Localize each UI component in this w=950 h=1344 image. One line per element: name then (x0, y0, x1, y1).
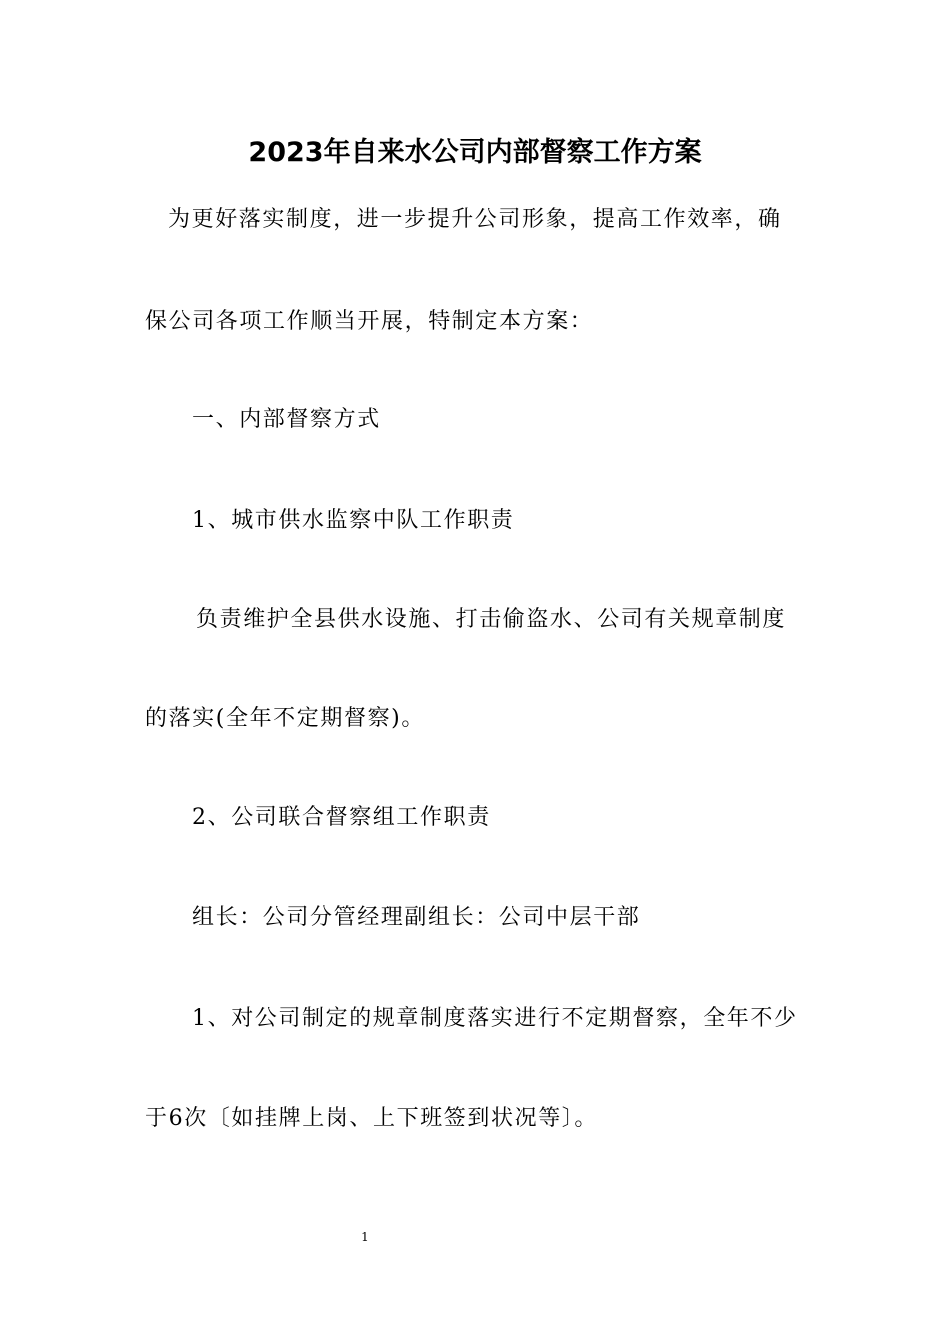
paragraph-line: 为更好落实制度，进一步提升公司形象，提高工作效率，确 (168, 207, 782, 232)
paragraph-line: 的落实(全年不定期督察)。 (145, 706, 425, 731)
document-title: 2023年自来水公司内部督察工作方案 (248, 137, 702, 168)
paragraph-line: 负责维护全县供水设施、打击偷盗水、公司有关规章制度 (196, 607, 787, 632)
paragraph-line: 组长：公司分管经理副组长：公司中层干部 (192, 905, 641, 930)
list-item: 于6次〔如挂牌上岗、上下班签到状况等〕。 (145, 1106, 598, 1131)
list-item: 1、对公司制定的规章制度落实进行不定期督察，全年不少 (192, 1006, 798, 1031)
section-heading: 一、内部督察方式 (192, 407, 381, 432)
subsection-heading: 1、城市供水监察中队工作职责 (192, 508, 515, 533)
page-number: 1 (361, 1230, 369, 1244)
paragraph-line: 保公司各项工作顺当开展，特制定本方案： (145, 309, 594, 334)
subsection-heading: 2、公司联合督察组工作职责 (192, 805, 491, 830)
